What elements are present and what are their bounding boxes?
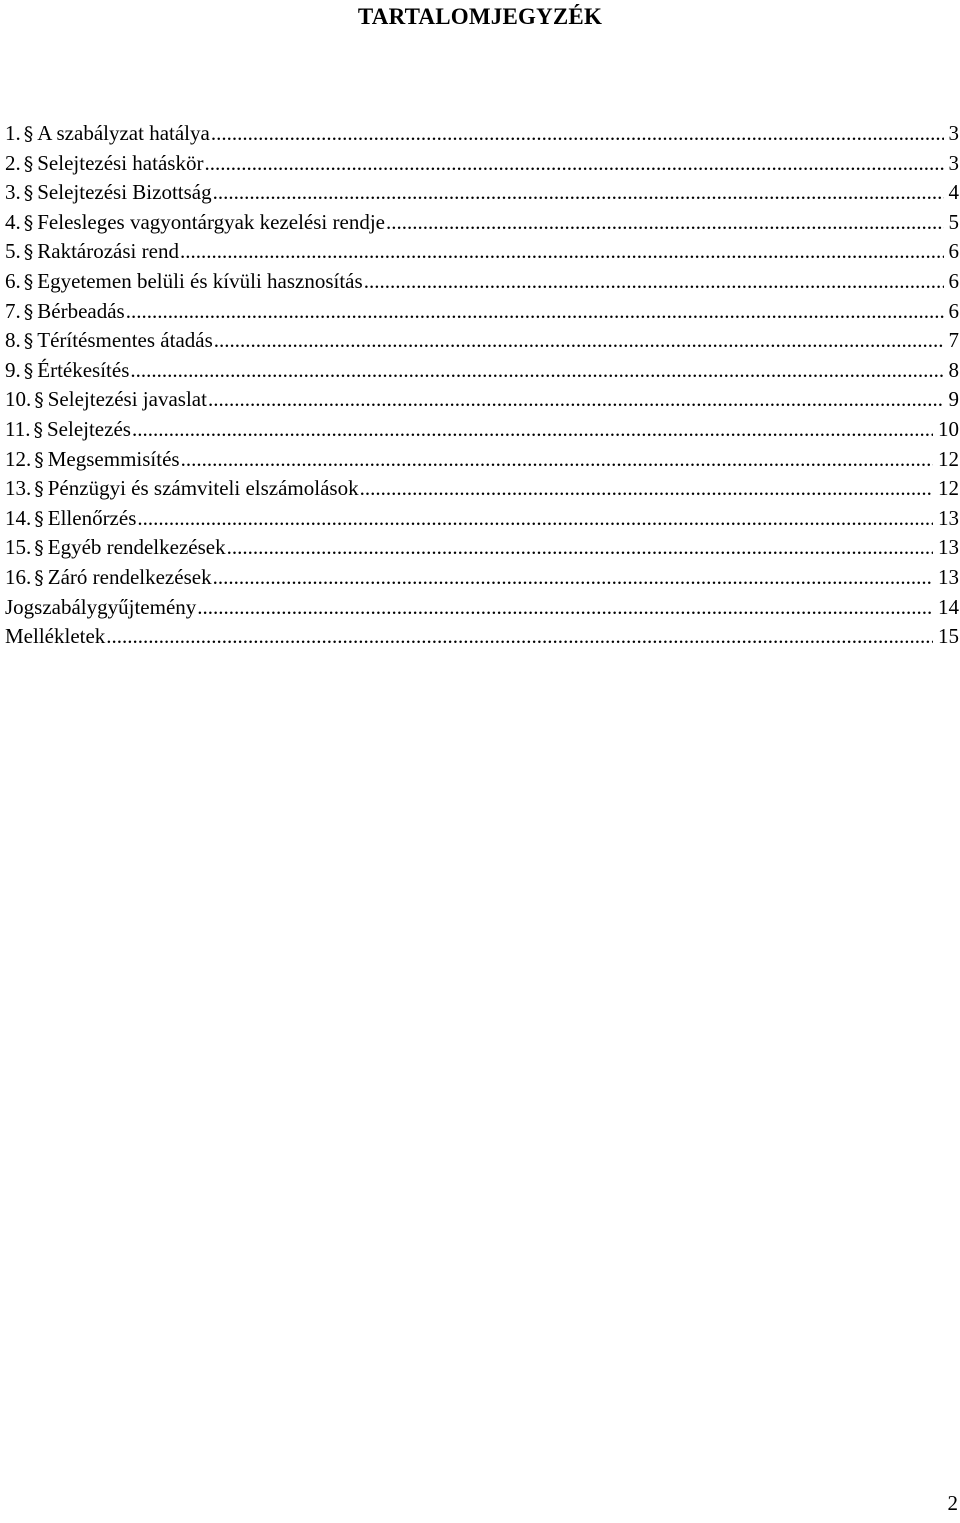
toc-entry-page: 6	[948, 268, 959, 293]
section-symbol-icon: §	[23, 182, 34, 205]
toc-entry-number: 10.	[5, 387, 32, 412]
toc-title: TARTALOMJEGYZÉK	[357, 4, 603, 29]
toc-entry-page: 15	[938, 624, 959, 649]
dot-leader	[214, 326, 944, 356]
toc-entry-label: Záró rendelkezések	[47, 564, 212, 589]
toc-entry[interactable]	[5, 356, 960, 386]
toc-entry-page: 7	[948, 328, 959, 353]
section-symbol-icon: §	[34, 507, 44, 530]
section-symbol-icon: §	[23, 330, 34, 353]
toc-entry[interactable]	[5, 119, 960, 149]
toc-entry[interactable]	[5, 533, 960, 563]
toc-entry-label: Egyetemen belüli és kívüli hasznosítás	[37, 268, 363, 293]
dot-leader	[132, 415, 933, 445]
section-symbol-icon: §	[23, 211, 34, 234]
dot-leader	[208, 385, 944, 415]
toc-entry-number: 12.	[5, 446, 32, 471]
toc-entry-page: 13	[938, 505, 959, 530]
toc-entry[interactable]	[5, 208, 960, 238]
toc-entry-label: A szabályzat hatálya	[37, 121, 210, 145]
toc-entry-label: Ellenőrzés	[47, 505, 137, 530]
toc-entry-label: Selejtezési hatáskör	[37, 150, 204, 175]
toc-entry-number: 6.	[5, 268, 21, 293]
toc-entry[interactable]	[5, 237, 960, 267]
toc-entry-label: Selejtezési Bizottság	[37, 180, 212, 205]
toc-entry-label: Selejtezési javaslat	[47, 387, 207, 412]
toc-entry-page: 3	[948, 121, 959, 145]
toc-entry[interactable]	[5, 622, 960, 652]
dot-leader	[213, 178, 944, 208]
toc-entry-label: Egyéb rendelkezések	[47, 535, 226, 560]
toc-entry[interactable]	[5, 297, 960, 327]
section-symbol-icon: §	[23, 300, 34, 323]
section-symbol-icon: §	[23, 241, 34, 264]
section-symbol-icon: §	[23, 359, 34, 382]
dot-leader	[197, 593, 933, 623]
toc-entry[interactable]	[5, 445, 960, 475]
section-symbol-icon: §	[34, 566, 44, 589]
toc-entry-number: 3.	[5, 180, 21, 205]
dot-leader	[386, 208, 944, 238]
dot-leader	[180, 237, 944, 267]
section-symbol-icon: §	[23, 270, 34, 293]
table-of-contents	[5, 119, 960, 652]
toc-entry-label: Megsemmisítés	[47, 446, 180, 471]
toc-entry-page: 13	[938, 535, 959, 560]
section-symbol-icon: §	[23, 152, 34, 175]
toc-entry[interactable]	[5, 593, 960, 623]
toc-entry-page: 3	[948, 150, 959, 175]
toc-entry-label: Értékesítés	[37, 357, 130, 382]
toc-entry-page: 12	[938, 476, 959, 501]
section-symbol-icon: §	[34, 448, 44, 471]
toc-entry[interactable]	[5, 326, 960, 356]
toc-entry-number: 4.	[5, 209, 21, 234]
toc-entry-number: 15.	[5, 535, 32, 560]
dot-leader	[364, 267, 944, 297]
toc-entry-page: 8	[948, 357, 959, 382]
toc-entry-page: 9	[948, 387, 959, 412]
toc-entry-number: 9.	[5, 357, 21, 382]
toc-entry[interactable]	[5, 415, 960, 445]
toc-entry-page: 6	[948, 298, 959, 323]
section-symbol-icon: §	[34, 537, 44, 560]
dot-leader	[204, 149, 943, 179]
dot-leader	[126, 297, 944, 327]
toc-entry-number: 8.	[5, 328, 21, 353]
toc-entry[interactable]	[5, 267, 960, 297]
toc-entry-number: 13.	[5, 476, 32, 501]
toc-entry-label: Pénzügyi és számviteli elszámolások	[47, 476, 359, 501]
toc-entry-page: 6	[948, 239, 959, 264]
toc-entry-page: 10	[938, 416, 959, 441]
page-number: 2	[947, 1491, 958, 1515]
section-symbol-icon: §	[33, 418, 43, 441]
toc-entry-number: 1.	[5, 121, 21, 145]
toc-entry-page: 12	[938, 446, 959, 471]
toc-entry-number: 11.	[5, 416, 31, 441]
dot-leader	[360, 474, 933, 504]
toc-entry[interactable]	[5, 474, 960, 504]
toc-entry[interactable]	[5, 563, 960, 593]
toc-entry-label: Bérbeadás	[37, 298, 125, 323]
toc-entry-label: Jogszabálygyűjtemény	[5, 594, 197, 619]
toc-entry[interactable]	[5, 385, 960, 415]
toc-entry-label: Mellékletek	[5, 624, 106, 649]
dot-leader	[106, 622, 933, 652]
toc-entry-page: 14	[938, 594, 959, 619]
toc-entry-label: Selejtezés	[46, 416, 131, 441]
toc-entry-number: 2.	[5, 150, 21, 175]
dot-leader	[130, 356, 943, 386]
dot-leader	[181, 445, 933, 475]
toc-entry-label: Raktározási rend	[37, 239, 179, 264]
section-symbol-icon: §	[23, 123, 34, 145]
toc-entry[interactable]	[5, 149, 960, 179]
toc-entry-page: 5	[948, 209, 959, 234]
toc-entry-number: 14.	[5, 505, 32, 530]
dot-leader	[227, 533, 933, 563]
toc-entry-label: Térítésmentes átadás	[37, 328, 213, 353]
toc-entry[interactable]	[5, 504, 960, 534]
toc-entry-label: Felesleges vagyontárgyak kezelési rendje	[37, 209, 385, 234]
toc-entry-number: 7.	[5, 298, 21, 323]
toc-entry[interactable]	[5, 178, 960, 208]
dot-leader	[213, 563, 933, 593]
toc-entry-number: 5.	[5, 239, 21, 264]
toc-entry-number: 16.	[5, 564, 32, 589]
dot-leader	[137, 504, 933, 534]
dot-leader	[211, 119, 944, 149]
toc-entry-page: 4	[948, 180, 959, 205]
section-symbol-icon: §	[34, 478, 44, 501]
section-symbol-icon: §	[34, 389, 44, 412]
toc-entry-page: 13	[938, 564, 959, 589]
